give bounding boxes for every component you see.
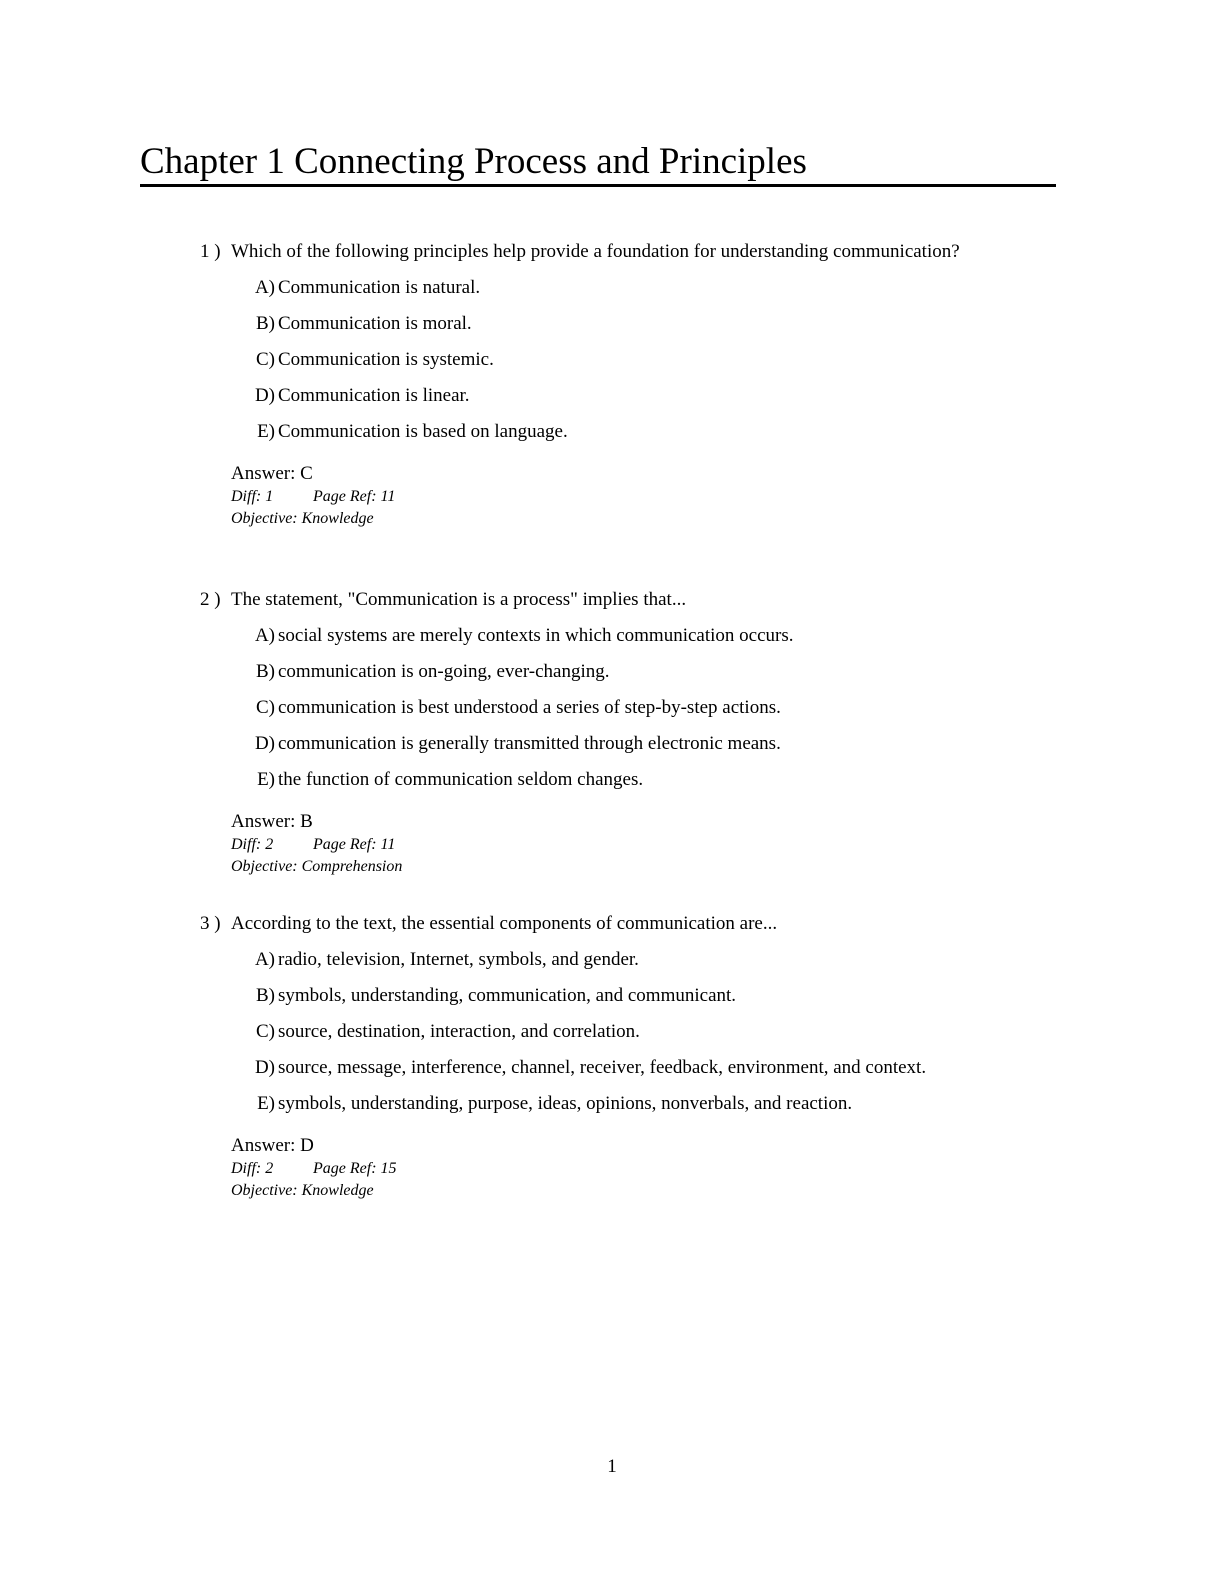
choice-letter: B) (256, 313, 275, 334)
objective: Objective: Knowledge (231, 510, 374, 527)
choice-text: communication is generally transmitted through electronic means. (278, 733, 781, 754)
choice-letter: E) (257, 1093, 275, 1114)
choice-e (200, 420, 1040, 456)
answer-line: Answer: B (231, 811, 313, 832)
choice-c (200, 348, 1040, 384)
choice-e (200, 768, 1040, 804)
choice-letter: D) (254, 385, 275, 406)
choice-letter: C) (256, 697, 275, 718)
title-rule (140, 184, 1056, 187)
choice-text: Communication is systemic. (278, 349, 494, 370)
choice-letter: E) (257, 421, 275, 442)
choice-text: radio, television, Internet, symbols, and gender. (278, 949, 639, 970)
page-number: 1 (607, 1456, 617, 1477)
chapter-title: Chapter 1 Connecting Process and Principles (140, 141, 807, 182)
answer-line: Answer: D (231, 1135, 314, 1156)
question-number: 1 ) (200, 241, 221, 262)
choice-letter: D) (254, 1057, 275, 1078)
answer-line: Answer: C (231, 463, 313, 484)
question-text: Which of the following principles help provide a foundation for understanding communication? (231, 241, 960, 262)
question-stem (200, 240, 1040, 264)
choice-a (200, 276, 1040, 312)
choice-letter: A) (254, 949, 275, 970)
choice-text: Communication is natural. (278, 277, 481, 298)
choice-letter: B) (256, 985, 275, 1006)
choice-text: social systems are merely contexts in which communication occurs. (278, 625, 794, 646)
choice-b (200, 312, 1040, 348)
choice-b (200, 660, 1040, 696)
choice-text: communication is on-going, ever-changing. (278, 661, 610, 682)
page-reference: Page Ref: 11 (313, 488, 396, 505)
choice-list (200, 948, 1040, 1128)
choice-text: symbols, understanding, communication, and communicant. (278, 985, 737, 1006)
choice-list (200, 624, 1040, 804)
choice-text: symbols, understanding, purpose, ideas, opinions, nonverbals, and reaction. (278, 1093, 853, 1114)
difficulty: Diff: 1 (231, 488, 274, 505)
choice-c (200, 1020, 1040, 1056)
question-3 (200, 912, 1040, 1202)
objective: Objective: Knowledge (231, 1182, 374, 1199)
question-stem (200, 912, 1040, 936)
question-stem (200, 588, 1040, 612)
meta-diff-pageref (200, 834, 1040, 856)
choice-letter: A) (254, 277, 275, 298)
question-number: 2 ) (200, 589, 221, 610)
question-number: 3 ) (200, 913, 221, 934)
question-text: The statement, "Communication is a process" implies that... (231, 589, 687, 610)
choice-d (200, 732, 1040, 768)
choice-a (200, 948, 1040, 984)
difficulty: Diff: 2 (231, 1160, 274, 1177)
question-1 (200, 240, 1040, 530)
choice-text: the function of communication seldom changes. (278, 769, 644, 790)
objective: Objective: Comprehension (231, 858, 403, 875)
choice-text: Communication is linear. (278, 385, 470, 406)
choice-d (200, 1056, 1040, 1092)
page-reference: Page Ref: 15 (313, 1160, 397, 1177)
choice-letter: C) (256, 349, 275, 370)
choice-text: source, message, interference, channel, receiver, feedback, environment, and context. (278, 1057, 927, 1078)
choice-letter: C) (256, 1021, 275, 1042)
choice-d (200, 384, 1040, 420)
choice-text: source, destination, interaction, and correlation. (278, 1021, 640, 1042)
choice-text: Communication is based on language. (278, 421, 568, 442)
choice-letter: A) (254, 625, 275, 646)
choice-list (200, 276, 1040, 456)
question-text: According to the text, the essential components of communication are... (231, 913, 778, 934)
choice-b (200, 984, 1040, 1020)
choice-text: communication is best understood a series of step-by-step actions. (278, 697, 781, 718)
choice-letter: E) (257, 769, 275, 790)
choice-a (200, 624, 1040, 660)
choice-letter: B) (256, 661, 275, 682)
choice-e (200, 1092, 1040, 1128)
choice-letter: D) (254, 733, 275, 754)
meta-diff-pageref (200, 486, 1040, 508)
difficulty: Diff: 2 (231, 836, 274, 853)
meta-diff-pageref (200, 1158, 1040, 1180)
choice-text: Communication is moral. (278, 313, 472, 334)
question-2 (200, 588, 1040, 878)
page-reference: Page Ref: 11 (313, 836, 396, 853)
choice-c (200, 696, 1040, 732)
